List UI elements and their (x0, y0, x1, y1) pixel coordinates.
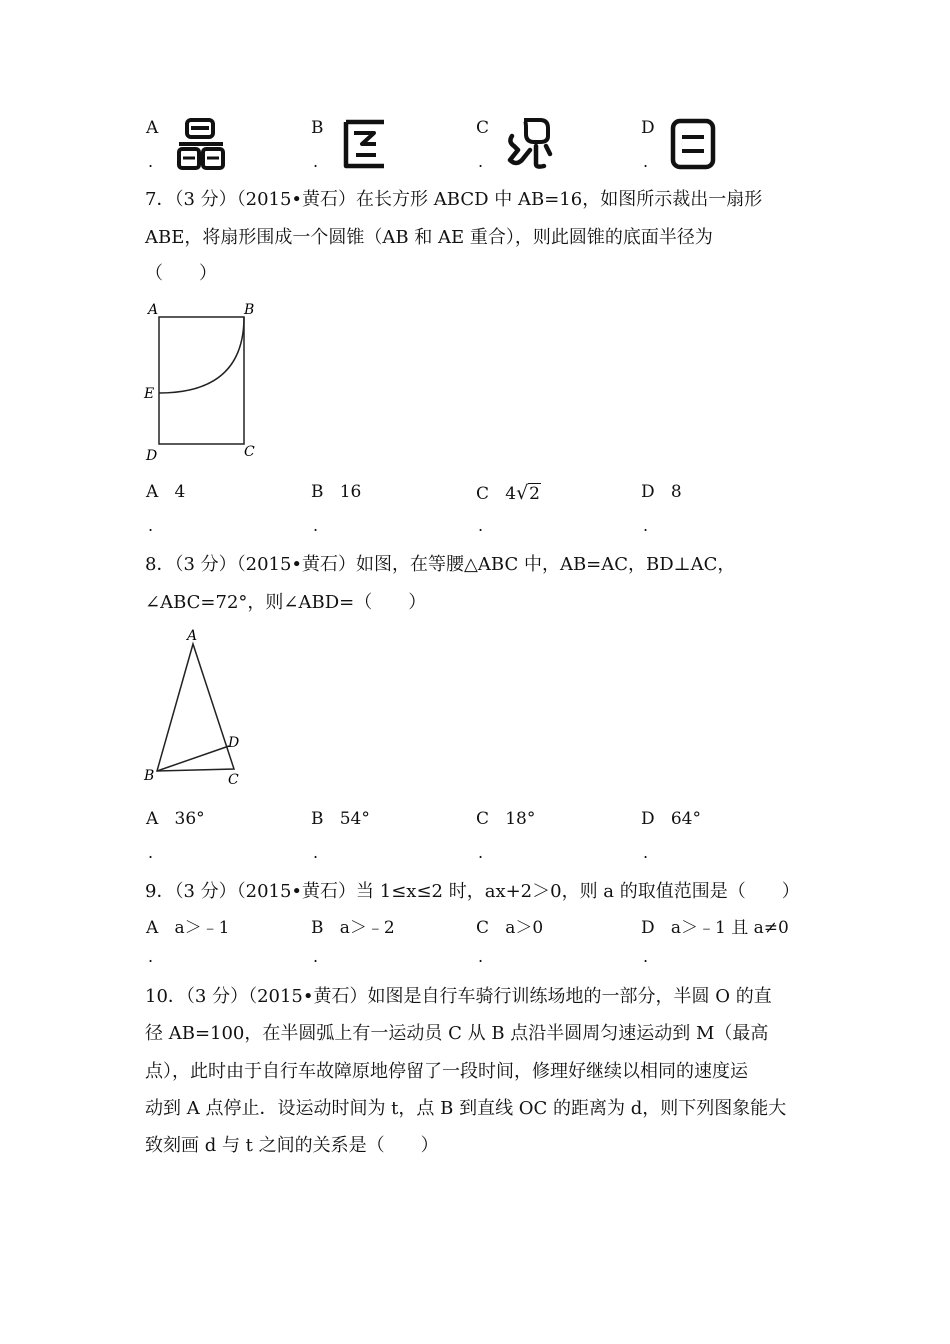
q10-text-line-4: 动到 A 点停止．设运动时间为 t，点 B 到直线 OC 的距离为 d，则下列图象能大 (145, 1098, 787, 1119)
q8-option-d-dot: . (643, 843, 649, 862)
label-c: C (244, 444, 255, 460)
q7-option-d-letter: D (641, 482, 655, 502)
label-a: A (148, 302, 159, 318)
q6-option-d-letter: D (641, 118, 655, 138)
q8-text-line-2: ∠ABC=72°，则∠ABD=（ ） (145, 592, 427, 613)
q7-option-b-letter: B (311, 482, 324, 502)
q8-option-c-dot: . (478, 843, 484, 862)
q9-option-d-dot: . (643, 947, 649, 966)
q9-option-b-letter: B (311, 918, 324, 938)
q9-option-d-letter: D (641, 918, 655, 938)
q9-option-b (311, 913, 395, 938)
q8-option-b (311, 809, 370, 829)
q6-option-a-letter: A (146, 118, 159, 138)
rectangle-abcd (159, 317, 244, 444)
q9-option-c (476, 913, 543, 938)
q9-option-d-value: a＞﹣1 且 a≠0 (670, 918, 789, 938)
q10-text-line-5: 致刻画 d 与 t 之间的关系是（ ） (145, 1135, 439, 1156)
q9-text-line-1: 9．（3 分）（2015•黄石）当 1≤x≤2 时，ax+2＞0，则 a 的取值范围是（ ） (145, 881, 800, 902)
q10-text-line-3: 点），此时由于自行车故障原地停留了一段时间，修理好继续以相同的速度运 (145, 1061, 748, 1082)
q7-text-line-3: （ ） (145, 263, 217, 284)
q6-option-a-dot: . (148, 152, 154, 171)
label-b: B (244, 302, 255, 318)
q9-option-b-dot: . (313, 947, 319, 966)
label-d: D (146, 448, 158, 464)
q10-text-line-1: 10．（3 分）（2015•黄石）如图是自行车骑行训练场地的一部分，半圆 O 的直 (145, 986, 772, 1007)
q9-option-b-value: a＞﹣2 (339, 918, 395, 938)
label-e: E (144, 386, 155, 402)
q8-option-a-value: 36° (174, 809, 205, 829)
q7-option-c-dot: . (478, 516, 484, 535)
q9-option-c-letter: C (476, 918, 490, 938)
q7-option-c-letter: C (476, 484, 490, 504)
q8-option-a-dot: . (148, 843, 154, 862)
q8-option-a (146, 809, 205, 829)
q8-option-a-letter: A (146, 809, 159, 829)
q9-option-a-dot: . (148, 947, 154, 966)
q6-glyph-c-icon (504, 116, 558, 170)
q9-option-c-dot: . (478, 947, 484, 966)
q7-rectangle-figure (140, 296, 270, 468)
q7-option-b (311, 482, 361, 502)
q8-triangle-figure (140, 624, 250, 790)
arc-be (159, 317, 244, 393)
q10-text-line-2: 径 AB=100，在半圆弧上有一运动员 C 从 B 点沿半圆周匀速运动到 M（最高 (145, 1023, 769, 1044)
q6-option-b-letter: B (311, 118, 324, 138)
q6-glyph-b-icon (340, 118, 390, 170)
q8-option-d (641, 809, 701, 829)
label-a: A (187, 628, 198, 644)
q6-glyph-a-icon (176, 118, 226, 170)
label-d: D (228, 735, 240, 751)
sqrt-icon: √ (516, 482, 529, 504)
q8-option-c (476, 809, 535, 829)
q7-option-a-letter: A (146, 482, 159, 502)
q7-option-d-dot: . (643, 516, 649, 535)
q7-option-c-radicand: 2 (529, 484, 540, 504)
q7-option-d (641, 482, 682, 502)
q9-option-c-value: a＞0 (505, 918, 544, 938)
q7-text-line-1: 7．（3 分）（2015•黄石）在长方形 ABCD 中 AB=16，如图所示裁出一扇形 (145, 189, 763, 210)
q7-option-a-value: 4 (174, 482, 186, 502)
q8-option-b-letter: B (311, 809, 324, 829)
q8-option-d-letter: D (641, 809, 655, 829)
q7-option-a (146, 482, 185, 502)
q8-text-line-1: 8．（3 分）（2015•黄石）如图，在等腰△ABC 中，AB=AC，BD⊥AC， (145, 554, 736, 575)
q7-option-c-prefix: 4 (505, 484, 517, 504)
q7-option-d-value: 8 (670, 482, 682, 502)
q7-option-b-dot: . (313, 516, 319, 535)
q7-option-b-value: 16 (339, 482, 362, 502)
triangle-abc (157, 644, 234, 771)
q8-option-c-value: 18° (505, 809, 536, 829)
q7-text-line-2: ABE，将扇形围成一个圆锥（AB 和 AE 重合），则此圆锥的底面半径为 (145, 227, 713, 248)
q7-option-a-dot: . (148, 516, 154, 535)
q6-option-b-dot: . (313, 152, 319, 171)
q6-option-d-dot: . (643, 152, 649, 171)
q6-glyph-d-icon (668, 118, 718, 170)
q8-option-b-dot: . (313, 843, 319, 862)
q9-option-d (641, 913, 789, 938)
q8-option-d-value: 64° (670, 809, 701, 829)
q7-option-c (476, 482, 541, 504)
segment-bd (157, 746, 229, 771)
q6-option-c-dot: . (478, 152, 484, 171)
label-c: C (228, 772, 239, 788)
label-b: B (144, 768, 155, 784)
q8-option-c-letter: C (476, 809, 490, 829)
q9-option-a-letter: A (146, 918, 159, 938)
q6-option-c-letter: C (476, 118, 490, 138)
q8-option-b-value: 54° (339, 809, 370, 829)
q9-option-a (146, 913, 229, 938)
q9-option-a-value: a＞﹣1 (174, 918, 230, 938)
